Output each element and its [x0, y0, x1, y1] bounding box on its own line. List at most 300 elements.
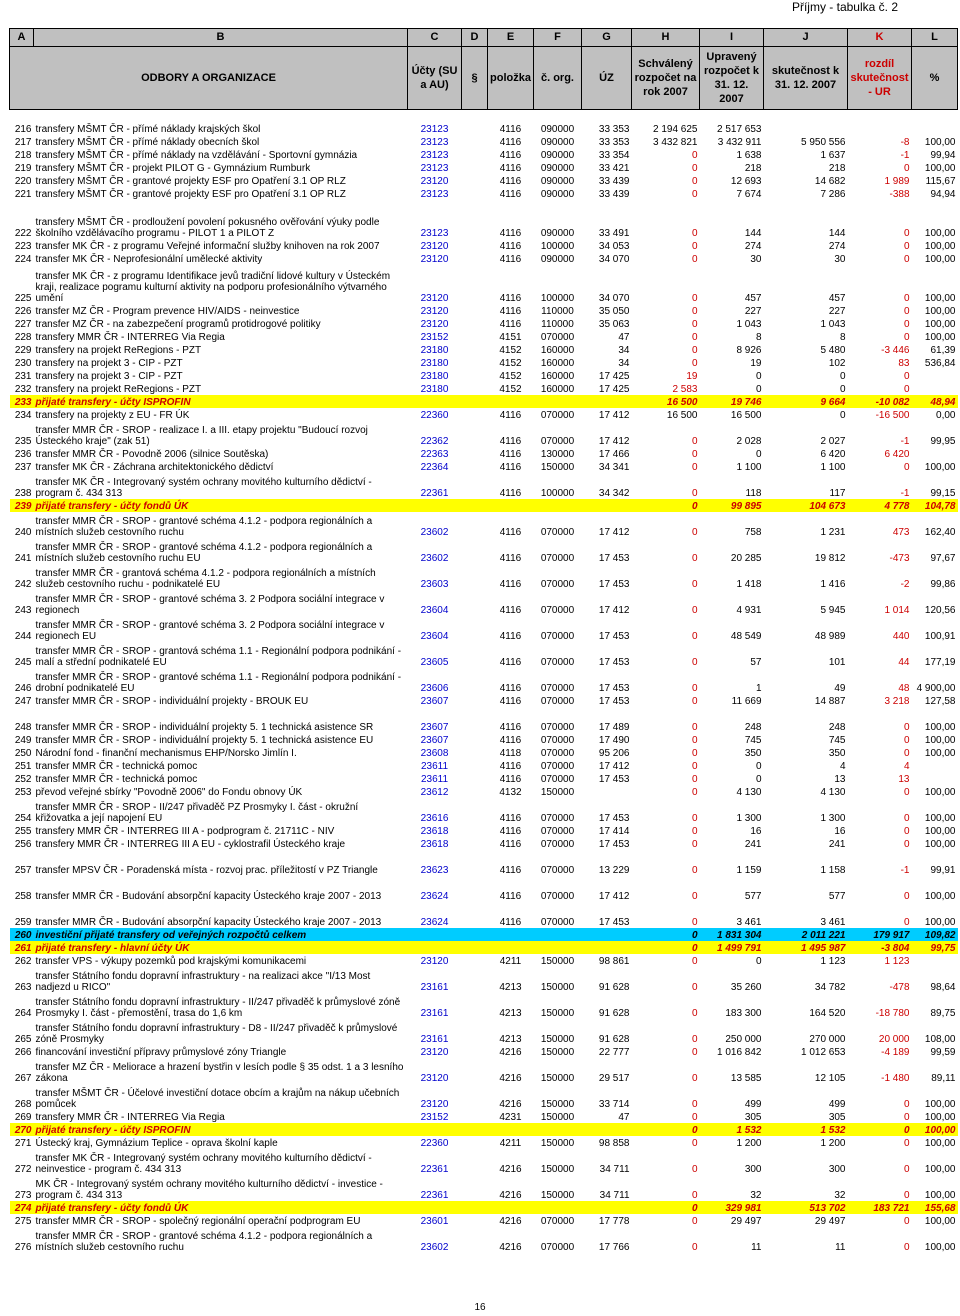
- row-paragraph: [462, 135, 488, 148]
- row-approved: 0: [691, 1008, 698, 1019]
- row-account: 23611: [420, 774, 449, 785]
- row-difference: -1 480: [881, 1073, 910, 1084]
- row-paragraph: [462, 200, 488, 239]
- row-percent: 536,84: [924, 358, 956, 369]
- row-adjusted: 1 043: [736, 319, 762, 330]
- row-approved: 0: [691, 241, 698, 252]
- row-adjusted: 20 285: [730, 553, 762, 564]
- row-number: 223: [14, 241, 32, 252]
- row-uz: 17 412: [598, 891, 630, 902]
- row-item: 4116: [499, 488, 522, 499]
- row-account: 22360: [420, 1138, 449, 1149]
- row-difference: 0: [903, 163, 910, 174]
- header-item: položka: [488, 47, 534, 110]
- row-paragraph: [462, 850, 488, 876]
- row-uz: 17 412: [598, 761, 630, 772]
- row-paragraph: [462, 330, 488, 343]
- row-percent: 94,94: [930, 189, 956, 200]
- row-approved: 19: [686, 371, 698, 382]
- row-adjusted: 577: [744, 891, 762, 902]
- row-number: 250: [14, 748, 32, 759]
- row-paragraph: [462, 252, 488, 265]
- row-title: transfer MMR ČR - SROP - individuální projekty - BROUK EU: [35, 696, 309, 707]
- row-approved: 0: [691, 358, 698, 369]
- row-title: transfer MZ ČR - Meliorace a hrazení bystřin v lesích podle § 35 odst. 1 a 3 lesního zákona: [35, 1062, 404, 1084]
- row-difference: 0: [903, 228, 910, 239]
- row-percent: 177,19: [924, 657, 956, 668]
- row-uz: 33 421: [598, 163, 630, 174]
- row-actual: 577: [828, 891, 846, 902]
- row-title: transfer MMR ČR - SROP - grantové schéma 4.1.2 - podpora regionálních a místních služeb cestovního ruchu: [35, 1231, 373, 1253]
- row-approved: 0: [691, 683, 698, 694]
- row-approved: 2 194 625: [653, 124, 698, 135]
- row-uz: 17 425: [598, 384, 630, 395]
- row-account: 23180: [420, 358, 449, 369]
- row-number: 267: [14, 1073, 32, 1084]
- row-org-number: 160000: [540, 345, 575, 356]
- row-number: 259: [14, 917, 32, 928]
- row-actual: 102: [828, 358, 846, 369]
- row-item: 4152: [499, 358, 522, 369]
- row-uz: 91 628: [598, 1008, 630, 1019]
- row-approved: 0: [691, 774, 698, 785]
- row-account: [408, 1201, 462, 1214]
- row-account: 23612: [420, 787, 449, 798]
- row-title: transfery MMR ČR - INTERREG III A EU - cyklostrafil Ústeckého kraje: [35, 839, 346, 850]
- row-uz: 34 711: [599, 1164, 630, 1175]
- row-item: 4116: [499, 254, 522, 265]
- row-number: 238: [14, 488, 32, 499]
- row-actual: 13: [834, 774, 846, 785]
- row-uz: [582, 1201, 632, 1214]
- row-percent: 127,58: [924, 696, 956, 707]
- row-org-number: 110000: [541, 319, 574, 330]
- row-actual: 1 200: [820, 1138, 846, 1149]
- row-uz: 29 517: [598, 1073, 630, 1084]
- row-number: 253: [14, 787, 32, 798]
- row-org-number: 070000: [540, 332, 575, 343]
- row-account: 22361: [420, 1190, 449, 1201]
- row-adjusted: 1 638: [736, 150, 762, 161]
- row-adjusted: 12 693: [730, 176, 762, 187]
- table-row: [10, 421, 958, 447]
- table-row: [10, 746, 958, 759]
- row-actual: 0: [839, 410, 846, 421]
- row-approved: 0: [691, 254, 698, 265]
- row-item: 4116: [499, 137, 522, 148]
- row-difference: 44: [898, 657, 910, 668]
- row-number: 227: [14, 319, 32, 330]
- row-approved: 0: [691, 657, 698, 668]
- row-percent: [912, 369, 958, 382]
- row-approved: 0: [691, 293, 698, 304]
- row-adjusted: 218: [744, 163, 762, 174]
- row-actual: 1 416: [820, 579, 846, 590]
- row-paragraph: [462, 174, 488, 187]
- row-paragraph: [462, 876, 488, 902]
- row-org-number: 150000: [540, 1164, 575, 1175]
- row-actual: 1 158: [820, 865, 846, 876]
- row-approved: 0: [691, 1099, 698, 1110]
- row-percent: 100,00: [912, 1123, 958, 1136]
- row-percent: 104,78: [912, 499, 958, 512]
- row-actual: 144: [828, 228, 846, 239]
- row-actual: 241: [828, 839, 846, 850]
- row-approved: 16 500: [666, 410, 698, 421]
- row-actual: 11: [835, 1242, 846, 1253]
- row-title: transfer MMR ČR - SROP - individuální projekty 5. 1 technická asistence EU: [35, 735, 374, 746]
- row-paragraph: [462, 1136, 488, 1149]
- row-uz: 98 858: [598, 1138, 630, 1149]
- table-row: [10, 239, 958, 252]
- row-approved: 0: [691, 228, 698, 239]
- row-percent: [912, 772, 958, 785]
- row-adjusted: 0: [755, 384, 762, 395]
- col-letter-i: I: [700, 29, 764, 47]
- row-adjusted: 13 585: [730, 1073, 762, 1084]
- row-account: 23180: [420, 384, 449, 395]
- row-item: 4152: [499, 345, 522, 356]
- table-row: [10, 356, 958, 369]
- row-uz: 47: [618, 332, 630, 343]
- row-actual: 29 497: [814, 1216, 846, 1227]
- row-item: 4116: [499, 553, 522, 564]
- row-uz: 17 414: [598, 826, 630, 837]
- table-row: [10, 369, 958, 382]
- row-paragraph: [462, 343, 488, 356]
- row-percent: 100,00: [924, 241, 956, 252]
- row-adjusted: 758: [744, 527, 762, 538]
- row-item: 4116: [499, 306, 522, 317]
- row-paragraph: [462, 590, 488, 616]
- row-org-number: 150000: [540, 1008, 575, 1019]
- row-paragraph: [462, 408, 488, 421]
- row-approved: 0: [691, 748, 698, 759]
- row-difference: 0: [903, 319, 910, 330]
- row-paragraph: [462, 460, 488, 473]
- row-adjusted: 248: [744, 722, 762, 733]
- row-adjusted: 8: [755, 332, 762, 343]
- row-difference: -8: [900, 137, 910, 148]
- row-org-number: 070000: [540, 891, 575, 902]
- row-title: transfer MMR ČR - SROP - grantové schéma 4.1.2 - podpora regionálních a místních služeb cestovního ruchu: [35, 516, 373, 538]
- row-percent: 0,00: [936, 410, 956, 421]
- row-number: 274: [10, 1201, 34, 1214]
- row-org-number: 070000: [540, 553, 575, 564]
- row-uz: [582, 395, 632, 408]
- row-number: 234: [14, 410, 32, 421]
- row-actual: 745: [828, 735, 846, 746]
- row-title: transfery MŠMT ČR - přímé náklady krajských škol: [35, 124, 261, 135]
- row-difference: 6 420: [884, 449, 910, 460]
- row-title: transfery MŠMT ČR - grantové projekty ESF pro Opatření 3.1 OP RLZ: [35, 176, 346, 187]
- row-org-number: 150000: [540, 1190, 575, 1201]
- row-percent: 115,67: [925, 176, 956, 187]
- row-number: 254: [14, 813, 32, 824]
- row-percent: 99,91: [930, 865, 956, 876]
- row-uz: 17 778: [598, 1216, 630, 1227]
- row-difference: -1: [900, 488, 910, 499]
- row-paragraph: [462, 122, 488, 135]
- row-adjusted: 305: [744, 1112, 762, 1123]
- row-actual: 2 027: [820, 436, 846, 447]
- row-uz: 33 491: [598, 228, 630, 239]
- row-difference: 0: [903, 813, 910, 824]
- table-row: [10, 122, 958, 135]
- table-row: [10, 993, 958, 1019]
- row-actual: 14 682: [814, 176, 846, 187]
- row-uz: 17 453: [598, 696, 630, 707]
- row-org-number: 070000: [540, 826, 575, 837]
- row-uz: 47: [618, 1112, 630, 1123]
- row-approved: 0: [691, 449, 698, 460]
- row-org-number: 150000: [540, 462, 575, 473]
- row-org-number: 070000: [540, 748, 575, 759]
- table-row: [10, 564, 958, 590]
- row-adjusted: 329 981: [700, 1201, 764, 1214]
- row-percent: 100,00: [924, 787, 956, 798]
- row-account: 23123: [420, 163, 449, 174]
- header-organizations: ODBORY A ORGANIZACE: [10, 47, 408, 110]
- row-difference: 0: [903, 254, 910, 265]
- table-row: [10, 1084, 958, 1110]
- header-adjusted-budget: Upravený rozpočet k 31. 12. 2007: [700, 47, 764, 110]
- row-title: transfer MK ČR - Neprofesionální umělecké aktivity: [35, 254, 263, 265]
- row-percent: 100,00: [924, 332, 956, 343]
- table-row: [10, 1175, 958, 1201]
- row-adjusted: 1 016 842: [717, 1047, 762, 1058]
- row-paragraph: [462, 421, 488, 447]
- row-uz: 33 714: [598, 1099, 630, 1110]
- row-approved: 0: [691, 1047, 698, 1058]
- row-title: transfery MMR ČR - INTERREG III A - podprogram č. 21711C - NIV: [35, 826, 335, 837]
- row-paragraph: [462, 512, 488, 538]
- row-paragraph: [462, 304, 488, 317]
- row-adjusted: 29 497: [730, 1216, 762, 1227]
- row-number: 246: [14, 683, 32, 694]
- row-adjusted: 99 895: [700, 499, 764, 512]
- row-uz: 33 354: [598, 150, 630, 161]
- row-percent: 120,56: [924, 605, 956, 616]
- row-uz: 35 050: [598, 306, 630, 317]
- row-org-number: [534, 1201, 582, 1214]
- row-account: [408, 499, 462, 512]
- row-title: transfer MK ČR - Integrovaný systém ochrany movitého kulturního dědictví - program č. 434 313: [35, 477, 372, 499]
- row-adjusted: 0: [755, 956, 762, 967]
- row-number: 224: [14, 254, 32, 265]
- row-account: 23152: [420, 332, 449, 343]
- row-account: 23608: [420, 748, 449, 759]
- row-number: 231: [14, 371, 32, 382]
- row-paragraph: [462, 447, 488, 460]
- row-paragraph: [462, 1045, 488, 1058]
- row-actual: 1 637: [820, 150, 846, 161]
- row-org-number: 150000: [540, 956, 575, 967]
- row-org-number: 090000: [540, 189, 575, 200]
- row-approved: 0: [691, 189, 698, 200]
- row-difference: 0: [903, 371, 910, 382]
- row-org-number: [534, 941, 582, 954]
- row-account: 23601: [420, 1216, 449, 1227]
- row-org-number: 150000: [540, 1138, 575, 1149]
- table-row: [10, 967, 958, 993]
- row-item: [488, 1123, 534, 1136]
- row-account: 23604: [420, 605, 449, 616]
- row-difference: 0: [903, 1190, 910, 1201]
- row-org-number: 130000: [540, 449, 575, 460]
- row-account: 23624: [420, 891, 449, 902]
- table-row: [10, 876, 958, 902]
- row-item: 4116: [499, 124, 522, 135]
- table-row: [10, 759, 958, 772]
- table-row: [10, 382, 958, 395]
- row-paragraph: [462, 642, 488, 668]
- row-paragraph: [462, 733, 488, 746]
- row-uz: 17 453: [598, 813, 630, 824]
- row-actual: 164 520: [809, 1008, 846, 1019]
- row-approved: 0: [691, 696, 698, 707]
- row-number: 272: [14, 1164, 32, 1175]
- row-item: [488, 928, 534, 941]
- row-org-number: 070000: [540, 657, 575, 668]
- row-actual: [764, 122, 848, 135]
- row-account: 23611: [420, 761, 449, 772]
- row-paragraph: [462, 993, 488, 1019]
- row-uz: 17 412: [598, 605, 630, 616]
- row-number: 275: [14, 1216, 32, 1227]
- row-org-number: 070000: [540, 839, 575, 850]
- row-approved: 0: [691, 605, 698, 616]
- row-approved: 0: [691, 176, 698, 187]
- row-account: 23120: [420, 1073, 449, 1084]
- row-actual: 274: [828, 241, 846, 252]
- row-percent: 100,00: [924, 163, 956, 174]
- row-approved: 0: [691, 722, 698, 733]
- row-difference: 0: [903, 917, 910, 928]
- row-difference: 440: [892, 631, 910, 642]
- row-approved: 0: [691, 553, 698, 564]
- table-row: [10, 1123, 958, 1136]
- row-account: 23180: [420, 345, 449, 356]
- row-adjusted: 0: [755, 449, 762, 460]
- row-difference: 183 721: [848, 1201, 912, 1214]
- row-number: 235: [14, 436, 32, 447]
- row-account: 23120: [420, 293, 449, 304]
- row-percent: 97,67: [930, 553, 956, 564]
- table-row: [10, 1045, 958, 1058]
- row-approved: 0: [691, 1138, 698, 1149]
- row-account: 23603: [420, 579, 449, 590]
- row-paragraph: [462, 395, 488, 408]
- row-paragraph: [462, 1175, 488, 1201]
- row-paragraph: [462, 473, 488, 499]
- row-org-number: 090000: [540, 163, 575, 174]
- row-uz: 34 711: [599, 1190, 630, 1201]
- row-adjusted: 16: [750, 826, 762, 837]
- row-org-number: 070000: [540, 436, 575, 447]
- row-actual: 300: [828, 1164, 846, 1175]
- row-number: 270: [10, 1123, 34, 1136]
- row-item: [488, 395, 534, 408]
- row-org-number: 150000: [540, 1099, 575, 1110]
- row-actual: 6 420: [820, 449, 846, 460]
- row-title: transfer VPS - výkupy pozemků pod krajskými komunikacemi: [35, 956, 307, 967]
- row-number: 226: [14, 306, 32, 317]
- table-row: [10, 512, 958, 538]
- row-approved: 0: [691, 1034, 698, 1045]
- row-item: 4116: [499, 735, 522, 746]
- table-row: [10, 447, 958, 460]
- row-adjusted: 1 532: [700, 1123, 764, 1136]
- row-difference: 1 123: [884, 956, 910, 967]
- row-account: 23120: [420, 306, 449, 317]
- row-title: Národní fond - finanční mechanismus EHP/Norsko Jimlín I.: [35, 748, 297, 759]
- row-title: transfery MŠMT ČR - přímé náklady na vzdělávání - Sportovní gymnázia: [35, 150, 358, 161]
- row-title: transfer MMR ČR - grantová schéma 4.1.2 - podpora regionálních a místních služeb cestovního ruchu - podnikatelé EU: [35, 568, 376, 590]
- table-row: [10, 1058, 958, 1084]
- row-item: 4216: [499, 1216, 522, 1227]
- row-adjusted: 227: [744, 306, 762, 317]
- row-title: transfer MMR ČR - SROP - grantové schéma 3. 2 Podpora sociální integrace v regionech: [35, 594, 385, 616]
- row-org-number: 070000: [540, 774, 575, 785]
- row-actual: 1 043: [820, 319, 846, 330]
- table-row: [10, 707, 958, 733]
- row-approved: 0: [691, 982, 698, 993]
- row-difference: 0: [903, 1112, 910, 1123]
- row-paragraph: [462, 538, 488, 564]
- row-item: 4216: [499, 1164, 522, 1175]
- row-paragraph: [462, 317, 488, 330]
- row-org-number: 150000: [540, 787, 575, 798]
- row-difference: -3 804: [848, 941, 912, 954]
- row-title: transfery MŠMT ČR - prodloužení povolení pokusného ověřování výuky podle školního vzdělávacího programu - PILOT 1 a PILOT Z: [35, 217, 380, 239]
- row-approved: 0: [691, 345, 698, 356]
- row-percent: 100,00: [924, 1164, 956, 1175]
- row-adjusted: 241: [744, 839, 762, 850]
- row-difference: 48: [898, 683, 910, 694]
- row-account: 23618: [420, 826, 449, 837]
- header-actual: skutečnost k 31. 12. 2007: [764, 47, 848, 110]
- row-item: 4116: [499, 410, 522, 421]
- table-row: [10, 187, 958, 200]
- row-title: transfer MMR ČR - technická pomoc: [35, 761, 198, 772]
- row-approved: 0: [691, 813, 698, 824]
- row-paragraph: [462, 161, 488, 174]
- row-org-number: 070000: [540, 761, 575, 772]
- row-org-number: 070000: [540, 722, 575, 733]
- table-row: [10, 733, 958, 746]
- row-item: 4116: [499, 865, 522, 876]
- row-actual: 49: [834, 683, 846, 694]
- row-paragraph: [462, 798, 488, 824]
- table-row: [10, 954, 958, 967]
- header-paragraph: §: [462, 47, 488, 110]
- row-title: transfer MZ ČR - na zabezpečení programů protidrogové politiky: [35, 319, 321, 330]
- row-title: transfer MMR ČR - SROP - společný regionální operační podprogram EU: [35, 1216, 361, 1227]
- row-uz: [582, 1123, 632, 1136]
- col-letter-k: K: [848, 29, 912, 47]
- row-item: 4118: [499, 748, 522, 759]
- row-account: 23152: [420, 1112, 449, 1123]
- row-actual: 0: [839, 384, 846, 395]
- table-row: [10, 798, 958, 824]
- row-number: 221: [14, 189, 32, 200]
- col-letter-f: F: [534, 29, 582, 47]
- row-org-number: [534, 395, 582, 408]
- row-account: 23607: [420, 735, 449, 746]
- row-account: 23602: [420, 1242, 449, 1253]
- row-account: 22363: [420, 449, 449, 460]
